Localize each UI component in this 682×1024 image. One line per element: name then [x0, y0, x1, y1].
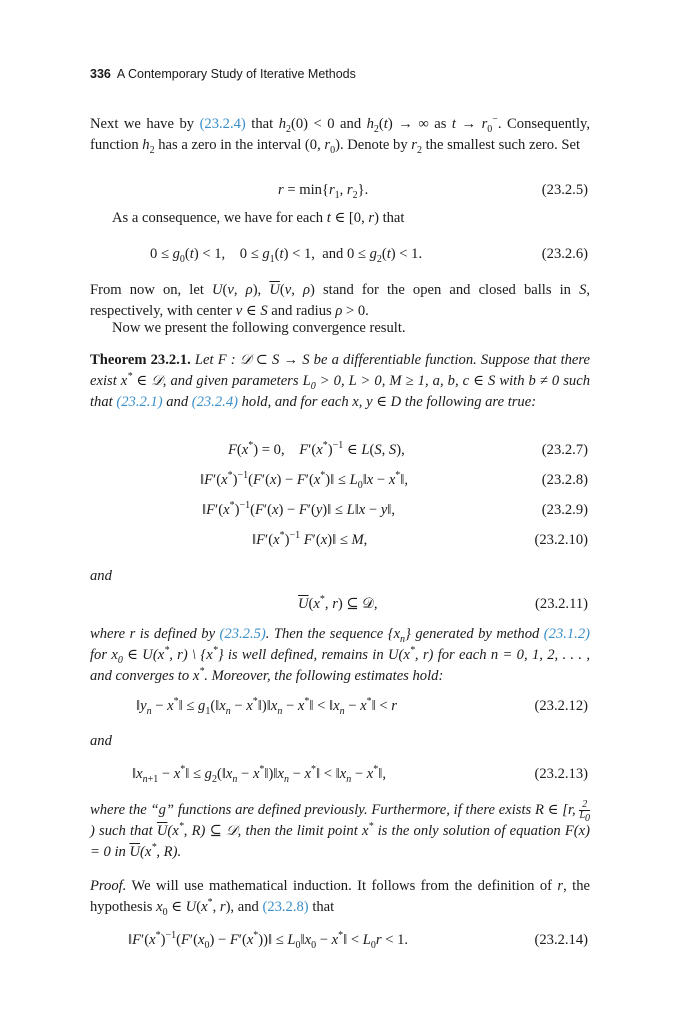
word-and-2: and — [90, 733, 112, 749]
eq-number-23-2-14: (23.2.14) — [534, 932, 588, 948]
proof-paragraph: Proof. We will use mathematical induction. It follows from the definition of r, the hypothesis $x_0$ ∈ U(x*, r), and (23.2.8) that — [90, 878, 590, 918]
ref-23-1-2[interactable]: (23.1.2) — [543, 626, 590, 642]
equation-23-2-6: $0 \le g_0(t) < 1$, $0 \le g_1(t) < 1$, and $0 \le g_2(t) < 1$. (23.2.6) — [150, 246, 588, 265]
page-number: 336 — [90, 67, 111, 81]
equation-23-2-5: $r = \min\{r_1$, $r_2$}. (23.2.5) — [278, 182, 588, 201]
running-header — [90, 64, 356, 85]
eq-number-23-2-11: (23.2.11) — [535, 596, 588, 612]
theorem-uniqueness: where the “g” functions are defined previously. Furthermore, if there exists R ∈ [r, $\frac{2}{L_0}$ ) such that $\overline{U}(x^*$, R) ⊆ 𝒟, then the limit point x* is the only solution of equation F(x) = 0 in $\overline{U}(x^*$, R). — [90, 799, 591, 861]
eq-number-23-2-5: (23.2.5) — [541, 182, 588, 198]
equation-23-2-10: $‖F'(x^*)^{-1}$ F′(x)‖ ≤ M, (23.2.10) — [90, 530, 590, 551]
eq-number-23-2-13: (23.2.13) — [534, 766, 588, 782]
paragraph-convergence-intro: Now we present the following convergence result. — [112, 320, 406, 336]
paragraph-balls: From now on, let U(v, ρ), $\overline{U}(v$, ρ) stand for the open and closed balls in S, respectively, with center v ∈ S and radius ρ > 0. — [90, 282, 591, 319]
eq-number-23-2-6: (23.2.6) — [541, 246, 588, 262]
equation-23-2-14: $‖F'(x^*)^{-1}(F'(x_0)$ − F′(x*))‖ ≤ $L_0‖x_0$ − x*‖ < $L_0r < 1$. (23.2.14) — [128, 930, 588, 951]
paragraph-consequence: As a consequence, we have for each t ∈ [0, r) that — [112, 210, 405, 226]
theorem-statement: Theorem 23.2.1. Let F : 𝒟 ⊂ S → S be a differentiable function. Suppose that there exist x* ∈ 𝒟, and given parameters $L_0 > 0$, L > 0, M ≥ 1, a, b, c ∈ S with b ≠ 0 such that (23.2.1) and (23.2.4) hold, and for each x, y ∈ D the following are true: — [90, 352, 591, 410]
eq-number-23-2-8: (23.2.8) — [541, 472, 588, 488]
equation-23-2-11: $\overline{U}(x^*$, r) ⊆ 𝒟, (23.2.11) — [90, 594, 590, 615]
eq-number-23-2-9: (23.2.9) — [541, 502, 588, 518]
equation-23-2-9: $‖F'(x^*)^{-1}(F'(x)$ − F′(y)‖ ≤ L‖x − y‖, (23.2.9) — [90, 500, 590, 521]
equation-23-2-7: F(x*) = 0, $F'(x^*)^{-1}$ ∈ L(S, S), (23.2.7) — [90, 440, 590, 461]
theorem-conclusion: where r is defined by (23.2.5). Then the sequence $\{x_n\}$ generated by method (23.1.2) for $x_0$ ∈ U(x*, r) \ {x*} is well defined, remains in U(x*, r) for each n = 0, 1, 2, . . . , and converges to x*. Moreover, the following estimates hold: — [90, 626, 591, 684]
eq-number-23-2-10: (23.2.10) — [534, 532, 588, 548]
ref-23-2-5[interactable]: (23.2.5) — [219, 626, 266, 642]
equation-23-2-13: $‖x_{n+1}$ − x*‖ ≤ $g_2(‖x_n$ − $x^*‖)‖x_n$ − x*‖ < $‖x_n$ − x*‖, (23.2.13) — [132, 764, 588, 785]
equation-23-2-12: $‖y_n$ − x*‖ ≤ $g_1(‖x_n$ − $x^*‖)‖x_n$ − x*‖ < $‖x_n$ − x*‖ < r (23.2.12) — [136, 696, 588, 717]
paragraph-zero-of-h2: Next we have by (23.2.4) that $h_2(0) < 0$ and $h_2(t)$ → ∞ as $t \to r_0^-$. Consequently, function $h_2$ has a zero in the interval (0, $r_0$). Denote by $r_2$ the smallest such zero. Set — [90, 114, 591, 156]
proof-label: Proof. — [90, 878, 127, 894]
book-title: A Contemporary Study of Iterative Methods — [116, 67, 356, 81]
word-and-1: and — [90, 568, 112, 584]
eq-number-23-2-12: (23.2.12) — [534, 698, 588, 714]
ref-23-2-4-b[interactable]: (23.2.4) — [191, 394, 238, 410]
equation-23-2-8: $‖F'(x^*)^{-1}(F'(x)$ − F′(x*)‖ ≤ $L_0‖x$ − x*‖, (23.2.8) — [200, 470, 588, 491]
ref-23-2-1[interactable]: (23.2.1) — [116, 394, 163, 410]
theorem-label: Theorem 23.2.1. — [90, 352, 191, 368]
ref-23-2-8[interactable]: (23.2.8) — [262, 899, 309, 915]
ref-23-2-4[interactable]: (23.2.4) — [199, 116, 246, 132]
eq-number-23-2-7: (23.2.7) — [541, 442, 588, 458]
